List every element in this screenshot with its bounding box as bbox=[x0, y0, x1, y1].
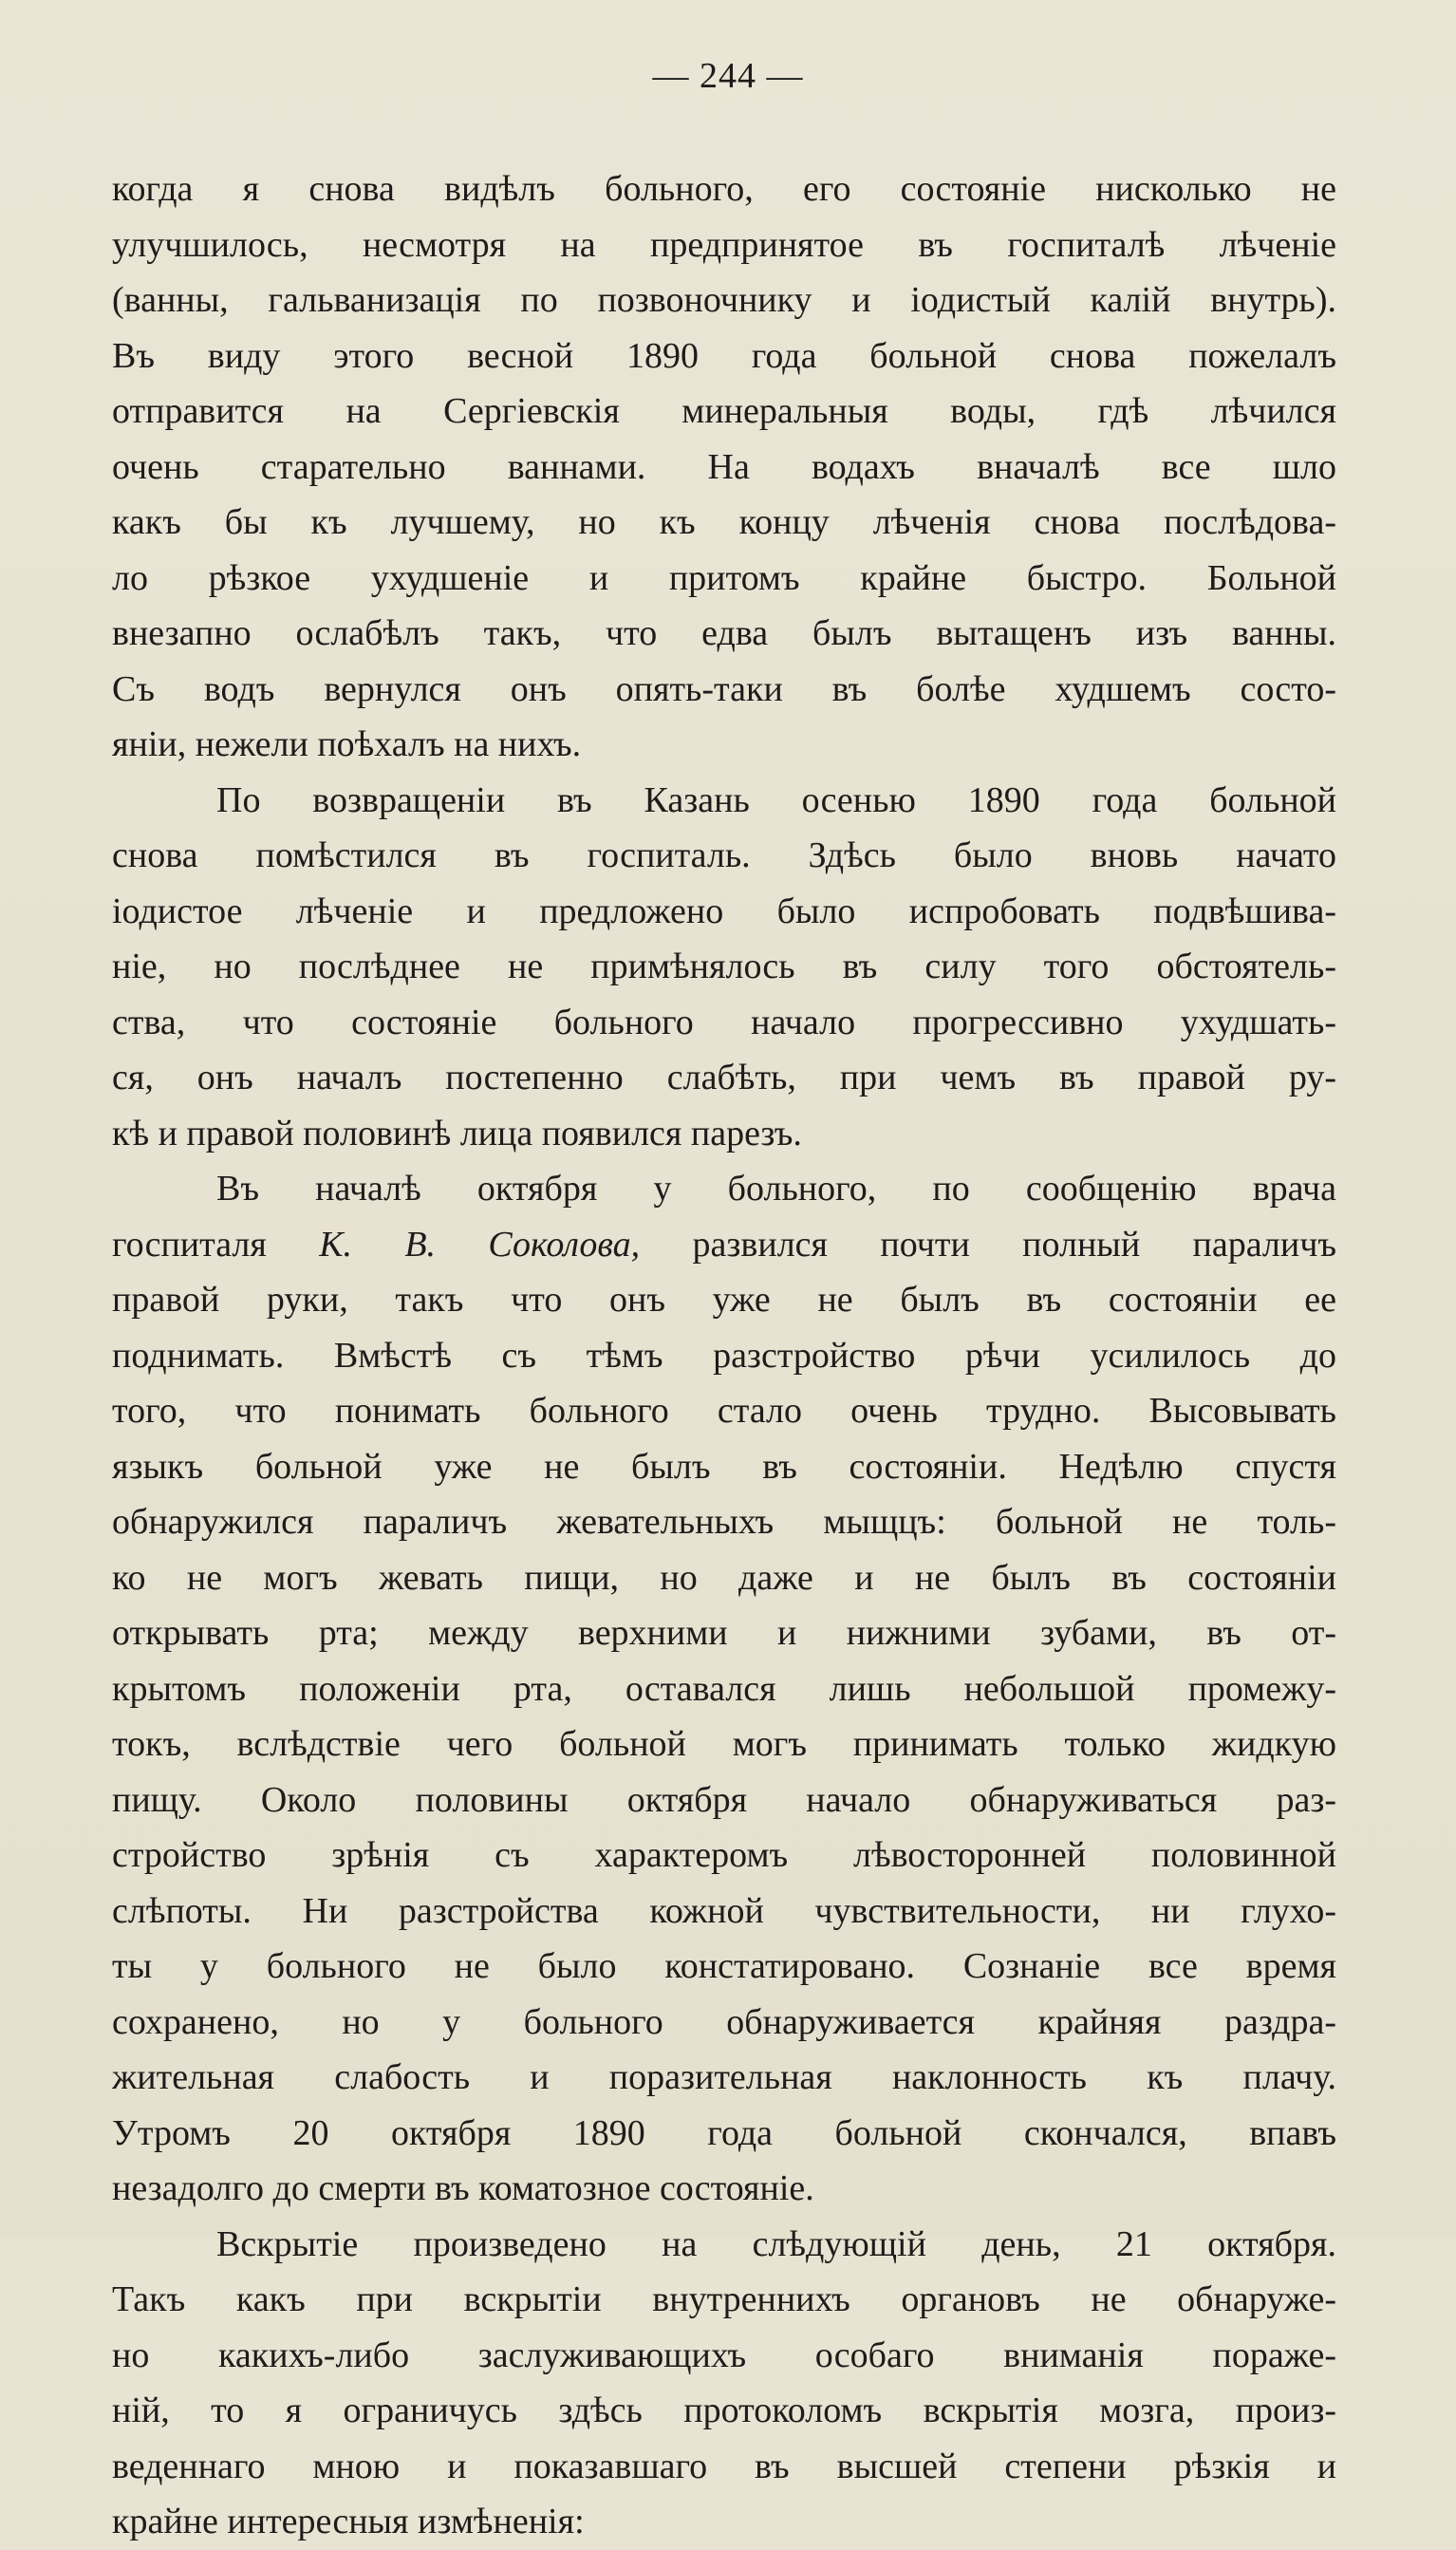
text-line: поднимать. Вмѣстѣ съ тѣмъ разстройство рѣчи усилилось до bbox=[112, 1335, 1336, 1376]
paragraph-end-line: кѣ и правой половинѣ лица появился парезъ. bbox=[112, 1113, 802, 1153]
text-line-with-italic-name bbox=[112, 1217, 1336, 1273]
paragraph-end-line: янiи, нежели поѣхалъ на нихъ. bbox=[112, 724, 582, 764]
paragraph-end-line: незадолго до смерти въ коматозное состоянiе. bbox=[112, 2168, 814, 2208]
text-line: улучшилось, несмотря на предпринятое въ госпиталѣ лѣченiе bbox=[112, 224, 1336, 265]
text-line: стройство зрѣнiя съ характеромъ лѣвосторонней половинной bbox=[112, 1835, 1336, 1875]
text-line: ко не могъ жевать пищи, но даже и не былъ въ состоянiи bbox=[112, 1557, 1336, 1598]
text-line: токъ, вслѣдствiе чего больной могъ принимать только жидкую bbox=[112, 1724, 1336, 1764]
paragraph-end-line: крайне интересныя измѣненiя: bbox=[112, 2502, 585, 2541]
text-line: снова помѣстился въ госпиталь. Здѣсь было вновь начато bbox=[112, 835, 1336, 875]
text-line: очень старательно ваннами. На водахъ вначалѣ все шло bbox=[112, 446, 1336, 487]
text-line: когда я снова видѣлъ больного, его состоянiе нисколько не bbox=[112, 169, 1336, 209]
text-line: какъ бы къ лучшему, но къ концу лѣченiя снова послѣдова- bbox=[112, 502, 1336, 542]
text-line: ства, что состоянiе больного начало прогрессивно ухудшать- bbox=[112, 1002, 1336, 1042]
text-line: нiе, но послѣднее не примѣнялось въ силу того обстоятель- bbox=[112, 947, 1336, 986]
text-line: жительная слабость и поразительная наклонность къ плачу. bbox=[112, 2057, 1336, 2097]
page-number: — 244 — bbox=[652, 56, 804, 96]
text-line: языкъ больной уже не былъ въ состоянiи. Недѣлю спустя bbox=[112, 1446, 1336, 1487]
text-line: крытомъ положенiи рта, оставался лишь небольшой промежу- bbox=[112, 1668, 1336, 1709]
text-line: ты у больного не было констатировано. Сознанiе все время bbox=[112, 1946, 1336, 1986]
text-line: того, что понимать больного стало очень трудно. Высовывать bbox=[112, 1391, 1336, 1431]
text-line: отправится на Сергiевскiя минеральныя воды, гдѣ лѣчился bbox=[112, 391, 1336, 431]
text-fragment: госпиталя bbox=[112, 1224, 320, 1265]
text-line: Такъ какъ при вскрытiи внутреннихъ органовъ не обнаруже- bbox=[112, 2279, 1336, 2319]
text-line: сохранено, но у больного обнаруживается крайняя раздра- bbox=[112, 2001, 1336, 2042]
body-text bbox=[112, 161, 1336, 2550]
text-fragment: развился почти полный параличъ bbox=[640, 1224, 1336, 1265]
text-line: обнаружился параличъ жевательныхъ мыщцъ: больной не толь- bbox=[112, 1502, 1336, 1542]
text-line: открывать рта; между верхними и нижними зубами, въ от- bbox=[112, 1613, 1336, 1653]
text-line: веденнаго мною и показавшаго въ высшей степени рѣзкiя и bbox=[112, 2446, 1336, 2486]
text-line: но какихъ-либо заслуживающихъ особаго вниманiя пораже- bbox=[112, 2334, 1336, 2375]
text-line: пищу. Около половины октября начало обнаруживаться раз- bbox=[112, 1779, 1336, 1820]
paragraph-start-line: По возвращенiи въ Казань осенью 1890 года больной bbox=[216, 779, 1336, 820]
text-line: ся, онъ началъ постепенно слабѣть, при чемъ въ правой ру- bbox=[112, 1058, 1336, 1097]
text-line: правой руки, такъ что онъ уже не былъ въ состоянiи ее bbox=[112, 1280, 1336, 1320]
italic-person-name: К. В. Соколова, bbox=[319, 1224, 641, 1265]
paragraph-start-line: Вскрытiе произведено на слѣдующiй день, 21 октября. bbox=[216, 2223, 1336, 2264]
text-line: нiй, то я ограничусь здѣсь протоколомъ вскрытiя мозга, произ- bbox=[112, 2391, 1336, 2430]
text-line: Утромъ 20 октября 1890 года больной скончался, впавъ bbox=[112, 2112, 1336, 2153]
text-line: ло рѣзкое ухудшенiе и притомъ крайне быстро. Больной bbox=[112, 557, 1336, 598]
text-line: Въ виду этого весной 1890 года больной снова пожелалъ bbox=[112, 335, 1336, 376]
text-line: слѣпоты. Ни разстройства кожной чувствительности, ни глухо- bbox=[112, 1890, 1336, 1931]
text-line: (ванны, гальванизацiя по позвоночнику и iодистый калiй внутрь). bbox=[112, 280, 1336, 320]
paragraph-start-line: Въ началѣ октября у больного, по сообщенiю врача bbox=[216, 1169, 1336, 1209]
text-line: iодистое лѣченiе и предложено было испробовать подвѣшива- bbox=[112, 891, 1336, 931]
text-line: внезапно ослабѣлъ такъ, что едва былъ вытащенъ изъ ванны. bbox=[112, 613, 1336, 653]
text-line: Съ водъ вернулся онъ опять-таки въ болѣе худшемъ состо- bbox=[112, 668, 1336, 709]
